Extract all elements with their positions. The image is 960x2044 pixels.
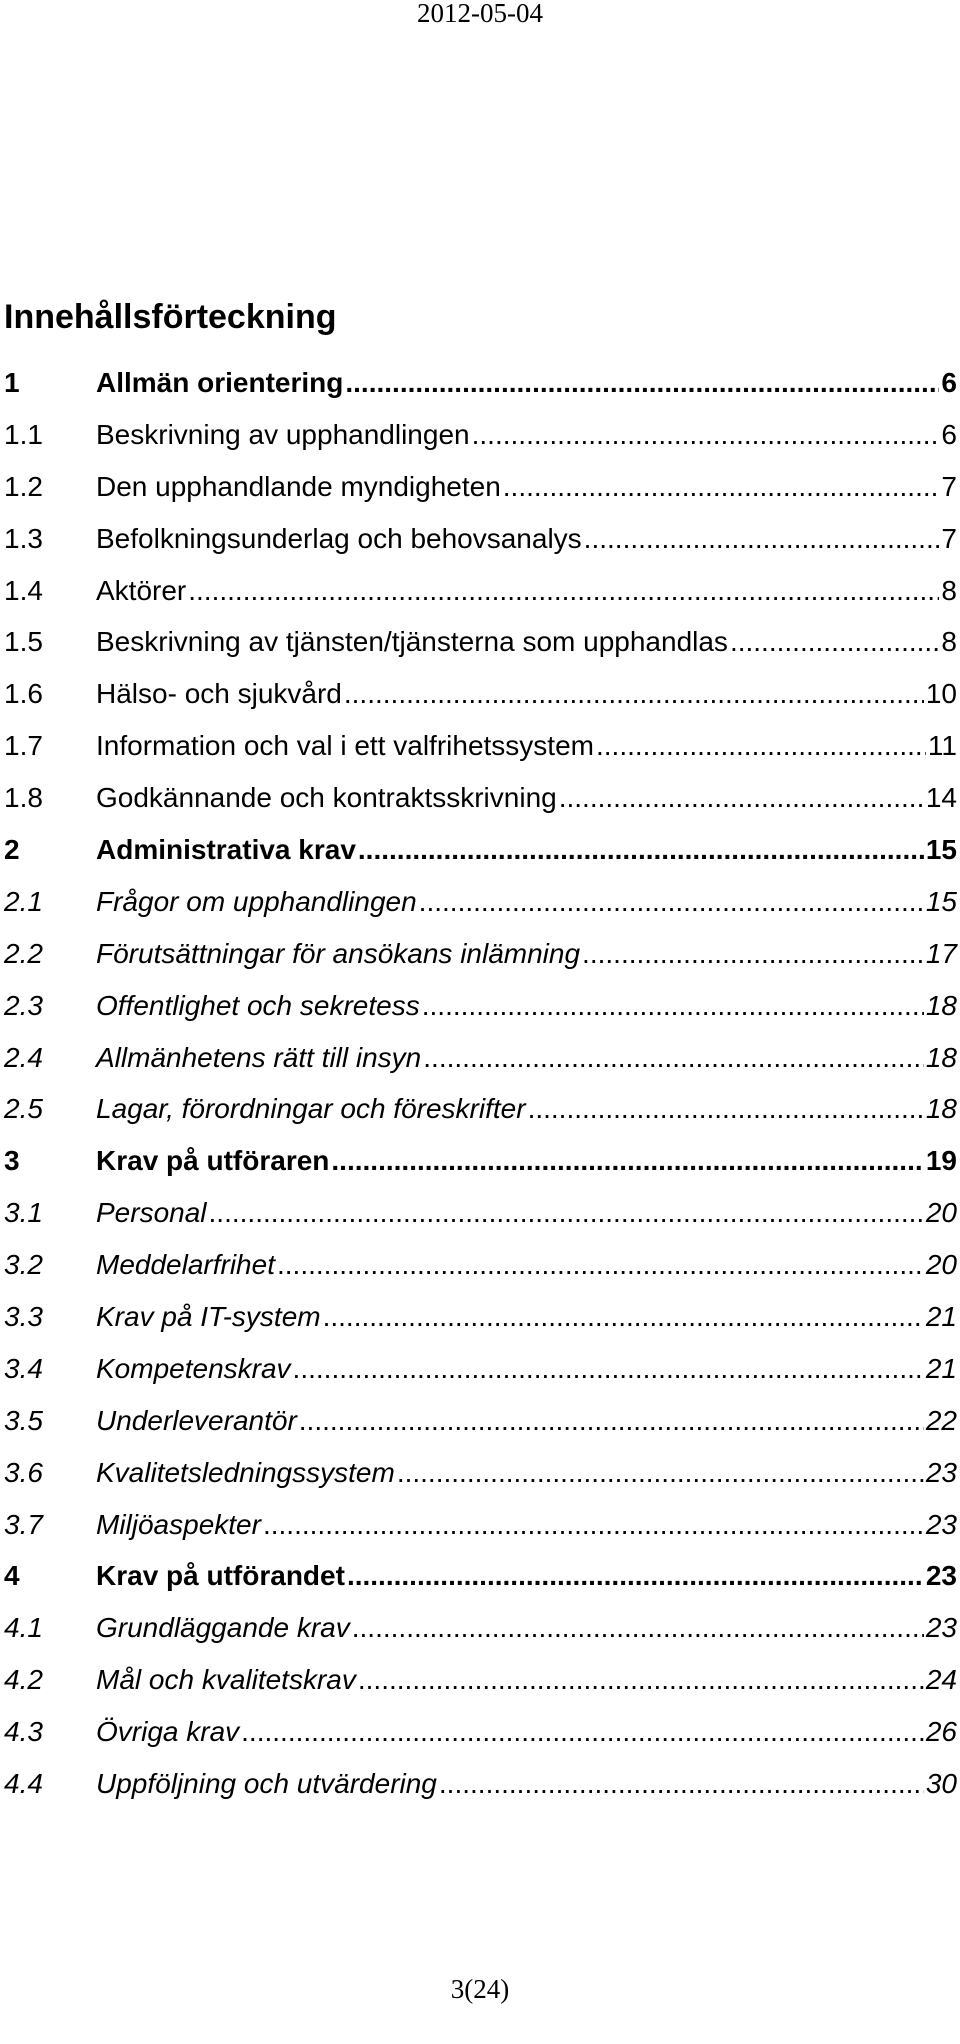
toc-entry-page: 11 (927, 730, 957, 762)
toc-dot-leader (423, 1044, 924, 1072)
toc-section-entry[interactable] (4, 1614, 957, 1666)
toc-dot-leader (559, 784, 924, 812)
toc-dot-leader (397, 1459, 924, 1487)
toc-dot-leader (358, 836, 924, 864)
toc-entry-number: 2.5 (4, 1093, 43, 1125)
toc-section-entry[interactable] (4, 418, 957, 473)
toc-section-entry[interactable] (4, 1404, 957, 1459)
toc-section-entry[interactable] (4, 937, 957, 992)
toc-section-entry[interactable] (4, 470, 957, 525)
toc-entry-page: 23 (925, 1560, 957, 1592)
toc-entry-page: 14 (925, 782, 957, 814)
toc-entry-title: Aktörer (96, 574, 187, 606)
toc-chapter-entry[interactable] (4, 836, 957, 888)
toc-entry-number: 2.4 (4, 1041, 43, 1073)
toc-entry-number: 1.8 (4, 782, 43, 814)
toc-entry-title: Krav på utföraren (96, 1145, 330, 1177)
toc-dot-leader (422, 992, 924, 1020)
toc-entry-number: 3.1 (4, 1197, 43, 1229)
toc-dot-leader (347, 1562, 924, 1590)
toc-dot-leader (419, 888, 924, 916)
toc-entry-number: 4.2 (4, 1664, 43, 1696)
table-of-contents (4, 369, 957, 1822)
toc-entry-page: 15 (925, 834, 957, 866)
toc-entry-page: 26 (925, 1716, 957, 1748)
toc-entry-title: Offentlighet och sekretess (96, 989, 420, 1021)
toc-entry-title: Meddelarfrihet (96, 1249, 275, 1281)
toc-entry-title: Godkännande och kontraktsskrivning (96, 782, 557, 814)
toc-entry-title: Information och val i ett valfrihetssystem (96, 730, 594, 762)
toc-entry-page: 6 (941, 418, 957, 450)
toc-entry-number: 4 (4, 1560, 20, 1592)
toc-entry-number: 4.4 (4, 1768, 43, 1800)
toc-dot-leader (188, 577, 939, 605)
toc-dot-leader (331, 1147, 923, 1175)
toc-entry-page: 30 (925, 1768, 957, 1800)
toc-entry-title: Frågor om upphandlingen (96, 885, 417, 917)
toc-dot-leader (596, 732, 926, 760)
toc-entry-page: 24 (925, 1664, 957, 1696)
toc-entry-page: 23 (925, 1456, 957, 1488)
toc-entry-page: 20 (925, 1249, 957, 1281)
toc-entry-page: 7 (941, 470, 957, 502)
toc-section-entry[interactable] (4, 680, 957, 732)
toc-entry-title: Befolkningsunderlag och behovsanalys (96, 522, 582, 554)
toc-entry-number: 1.3 (4, 522, 43, 554)
toc-entry-page: 17 (925, 937, 957, 969)
toc-entry-title: Grundläggande krav (96, 1612, 350, 1644)
toc-entry-title: Beskrivning av tjänsten/tjänsterna som upphandlas (96, 626, 728, 658)
toc-entry-title: Mål och kvalitetskrav (96, 1664, 356, 1696)
toc-entry-number: 3.5 (4, 1404, 43, 1436)
toc-entry-page: 18 (925, 1093, 957, 1125)
toc-section-entry[interactable] (4, 1456, 957, 1511)
toc-entry-page: 19 (925, 1145, 957, 1177)
toc-entry-page: 8 (941, 574, 957, 606)
toc-entry-number: 1.2 (4, 470, 43, 502)
toc-entry-number: 2 (4, 834, 20, 866)
toc-entry-title: Allmänhetens rätt till insyn (96, 1041, 422, 1073)
toc-dot-leader (209, 1199, 924, 1227)
toc-dot-leader (299, 1407, 924, 1435)
toc-entry-title: Lagar, förordningar och föreskrifter (96, 1093, 526, 1125)
toc-entry-title: Personal (96, 1197, 207, 1229)
toc-entry-page: 8 (941, 626, 957, 658)
toc-dot-leader (345, 369, 939, 397)
toc-section-entry[interactable] (4, 1199, 957, 1251)
toc-dot-leader (241, 1718, 924, 1746)
toc-entry-number: 2.1 (4, 885, 43, 917)
toc-section-entry[interactable] (4, 784, 957, 836)
toc-entry-number: 3.3 (4, 1301, 43, 1333)
toc-section-entry[interactable] (4, 522, 957, 577)
toc-entry-title: Hälso- och sjukvård (96, 678, 342, 710)
toc-section-entry[interactable] (4, 1770, 957, 1822)
toc-entry-page: 6 (941, 367, 957, 398)
toc-entry-number: 4.3 (4, 1716, 43, 1748)
toc-chapter-entry[interactable] (4, 1562, 957, 1614)
toc-entry-page: 23 (925, 1508, 957, 1540)
toc-dot-leader (293, 1355, 924, 1383)
toc-entry-title: Underleverantör (96, 1404, 297, 1436)
toc-entry-number: 2.2 (4, 937, 43, 969)
toc-entry-title: Allmän orientering (96, 367, 344, 398)
toc-entry-number: 1.1 (4, 418, 43, 450)
toc-dot-leader (503, 473, 940, 501)
toc-section-entry[interactable] (4, 1095, 957, 1147)
toc-entry-page: 20 (925, 1197, 957, 1229)
toc-entry-number: 1 (4, 367, 20, 398)
toc-section-entry[interactable] (4, 628, 957, 680)
toc-entry-number: 1.6 (4, 678, 43, 710)
toc-section-entry[interactable] (4, 1352, 957, 1407)
toc-entry-number: 3.2 (4, 1249, 43, 1281)
toc-section-entry[interactable] (4, 885, 957, 940)
toc-entry-page: 18 (925, 1041, 957, 1073)
toc-section-entry[interactable] (4, 989, 957, 1044)
toc-entry-number: 1.4 (4, 574, 43, 606)
toc-entry-title: Uppföljning och utvärdering (96, 1768, 437, 1800)
toc-entry-page: 10 (925, 678, 957, 710)
toc-entry-page: 22 (925, 1404, 957, 1436)
toc-entry-title: Den upphandlande myndigheten (96, 470, 501, 502)
toc-section-entry[interactable] (4, 1718, 957, 1770)
toc-dot-leader (277, 1251, 924, 1279)
toc-entry-title: Administrativa krav (96, 834, 356, 866)
toc-entry-number: 3.7 (4, 1508, 43, 1540)
toc-entry-number: 3 (4, 1145, 20, 1177)
page-number: 3(24) (450, 1974, 510, 2004)
toc-entry-number: 3.4 (4, 1352, 43, 1384)
toc-entry-page: 21 (925, 1352, 957, 1384)
toc-entry-number: 1.7 (4, 730, 43, 762)
toc-dot-leader (472, 421, 940, 449)
toc-entry-number: 3.6 (4, 1456, 43, 1488)
toc-section-entry[interactable] (4, 1041, 957, 1096)
toc-section-entry[interactable] (4, 1303, 957, 1355)
toc-section-entry[interactable] (4, 1666, 957, 1718)
toc-dot-leader (323, 1303, 924, 1331)
toc-entry-title: Övriga krav (96, 1716, 240, 1748)
toc-dot-leader (584, 525, 940, 553)
toc-entry-title: Förutsättningar för ansökans inlämning (96, 937, 581, 969)
toc-entry-title: Krav på utförandet (96, 1560, 345, 1592)
toc-entry-number: 4.1 (4, 1612, 43, 1644)
toc-entry-title: Kvalitetsledningssystem (96, 1456, 395, 1488)
page-header-date: 2012-05-04 (417, 0, 543, 28)
toc-section-entry[interactable] (4, 732, 957, 784)
toc-entry-title: Beskrivning av upphandlingen (96, 418, 470, 450)
toc-entry-page: 18 (925, 989, 957, 1021)
toc-entry-title: Krav på IT-system (96, 1301, 321, 1333)
toc-section-entry[interactable] (4, 1508, 957, 1563)
toc-entry-title: Kompetenskrav (96, 1352, 291, 1384)
toc-dot-leader (263, 1511, 924, 1539)
toc-entry-number: 2.3 (4, 989, 43, 1021)
toc-entry-page: 21 (925, 1301, 957, 1333)
toc-dot-leader (582, 940, 924, 968)
toc-entry-page: 23 (925, 1612, 957, 1644)
toc-section-entry[interactable] (4, 574, 957, 629)
toc-dot-leader (352, 1614, 924, 1642)
toc-dot-leader (730, 628, 939, 656)
toc-dot-leader (439, 1770, 924, 1798)
toc-entry-number: 1.5 (4, 626, 43, 658)
toc-chapter-entry[interactable] (4, 369, 957, 421)
toc-chapter-entry[interactable] (4, 1147, 957, 1199)
toc-dot-leader (528, 1095, 924, 1123)
toc-dot-leader (358, 1666, 924, 1694)
toc-section-entry[interactable] (4, 1251, 957, 1303)
toc-title: Innehållsförteckning (4, 298, 337, 336)
toc-entry-title: Miljöaspekter (96, 1508, 261, 1540)
toc-dot-leader (344, 680, 924, 708)
toc-entry-page: 7 (941, 522, 957, 554)
toc-entry-page: 15 (925, 885, 957, 917)
